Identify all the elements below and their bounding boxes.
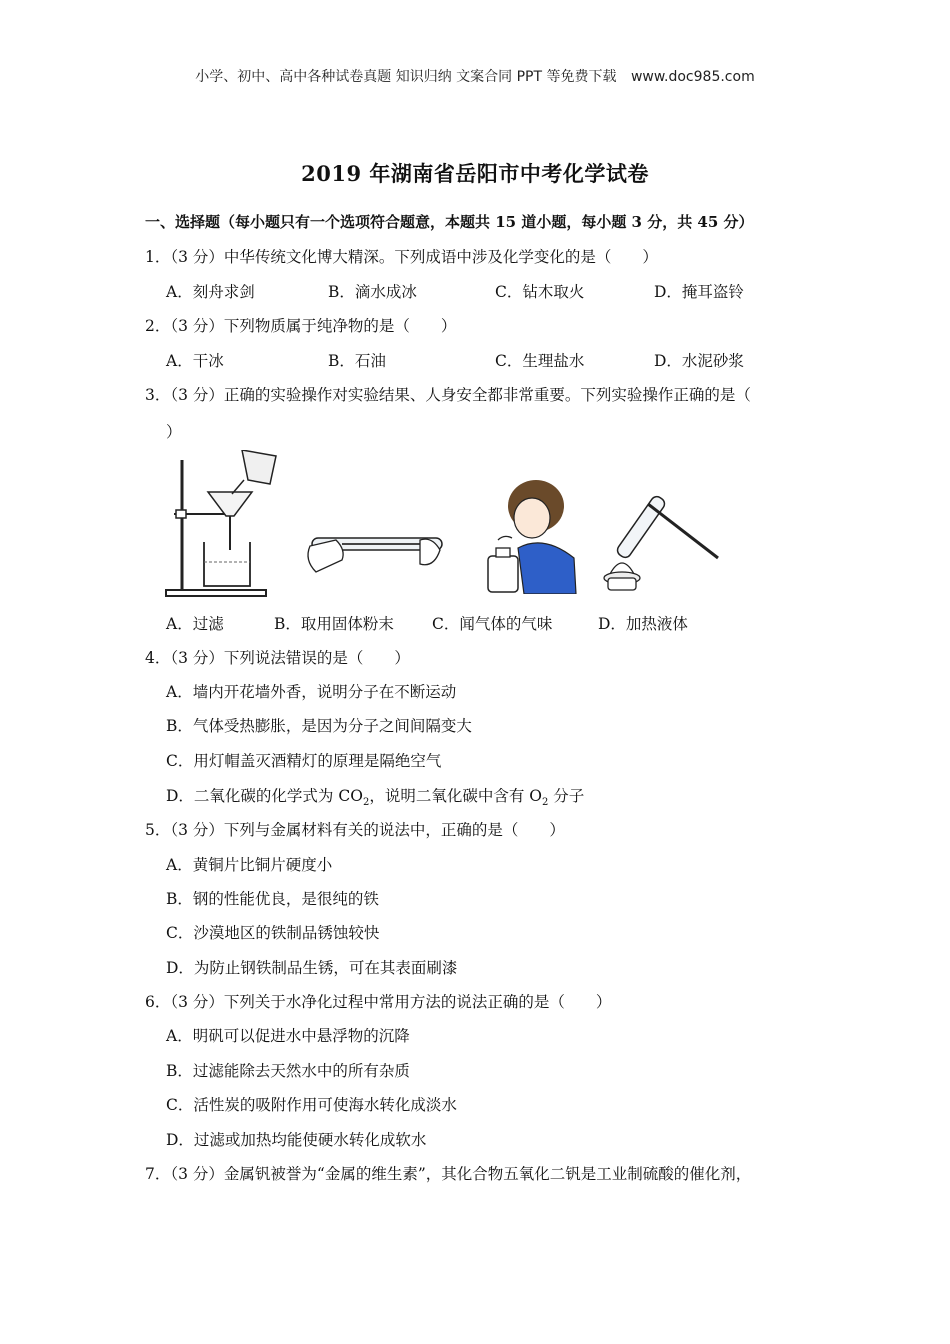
q3-option-a: A．过滤 [166,615,224,633]
q1-option-d: D．掩耳盗铃 [654,283,744,301]
question-5: 5．（3 分）下列与金属材料有关的说法中，正确的是（ ） [145,821,565,839]
q4-option-a: A．墙内开花墙外香，说明分子在不断运动 [166,683,457,701]
q4-option-d-sub2: 2 [541,797,549,809]
q4-option-d-post: 分子 [548,787,585,805]
q1-option-a: A．刻舟求剑 [166,283,255,301]
question-3-figures [160,450,740,600]
question-3-end: ） [166,423,182,441]
q2-option-a: A．干冰 [166,352,224,370]
q6-option-a: A．明矾可以促进水中悬浮物的沉降 [166,1027,410,1045]
q2-option-b: B．石油 [328,352,386,370]
question-4: 4．（3 分）下列说法错误的是（ ） [145,649,410,667]
q4-option-d [166,784,584,808]
section-heading: 一、选择题（每小题只有一个选项符合题意，本题共 15 道小题，每小题 3 分，共 45 分） [145,213,754,231]
heat-liquid-figure [600,482,724,594]
q1-option-b: B．滴水成冰 [328,283,417,301]
q6-option-c: C．活性炭的吸附作用可使海水转化成淡水 [166,1096,457,1114]
q4-option-c: C．用灯帽盖灭酒精灯的原理是隔绝空气 [166,752,442,770]
q6-option-b: B．过滤能除去天然水中的所有杂质 [166,1062,410,1080]
q4-option-d-text: D．二氧化碳的化学式为 CO [166,787,363,805]
question-6: 6．（3 分）下列关于水净化过程中常用方法的说法正确的是（ ） [145,993,612,1011]
q3-option-c: C．闻气体的气味 [432,615,553,633]
q3-option-d: D．加热液体 [598,615,688,633]
question-3: 3．（3 分）正确的实验操作对实验结果、人身安全都非常重要。下列实验操作正确的是（ [145,386,751,404]
header-text: 小学、初中、高中各种试卷真题 知识归纳 文案合同 PPT 等免费下载 [195,69,617,85]
q1-option-c: C．钻木取火 [495,283,585,301]
page-title: 2019 年湖南省岳阳市中考化学试卷 [301,161,649,186]
header-site: www.doc985.com [630,69,755,85]
q5-option-c: C．沙漠地区的铁制品锈蚀较快 [166,924,380,942]
question-1: 1．（3 分）中华传统文化博大精深。下列成语中涉及化学变化的是（ ） [145,248,658,266]
powder-figure [302,520,452,590]
q4-option-d-mid: ，说明二氧化碳中含有 O [369,787,542,805]
q4-option-d-sub1: 2 [362,797,370,809]
q2-option-c: C．生理盐水 [495,352,585,370]
q3-option-b: B．取用固体粉末 [274,615,394,633]
question-7: 7．（3 分）金属钒被誉为“金属的维生素”，其化合物五氧化二钒是工业制硫酸的催化剂， [145,1165,752,1183]
smell-gas-figure [484,478,580,594]
question-2: 2．（3 分）下列物质属于纯净物的是（ ） [145,317,457,335]
q5-option-a: A．黄铜片比铜片硬度小 [166,856,333,874]
q5-option-b: B．钢的性能优良，是很纯的铁 [166,890,379,908]
filtration-figure [164,450,284,598]
q6-option-d: D．过滤或加热均能使硬水转化成软水 [166,1131,427,1149]
q4-option-b: B．气体受热膨胀，是因为分子之间间隔变大 [166,717,472,735]
page-header [0,66,950,86]
q5-option-d: D．为防止钢铁制品生锈，可在其表面刷漆 [166,959,458,977]
q2-option-d: D．水泥砂浆 [654,352,744,370]
